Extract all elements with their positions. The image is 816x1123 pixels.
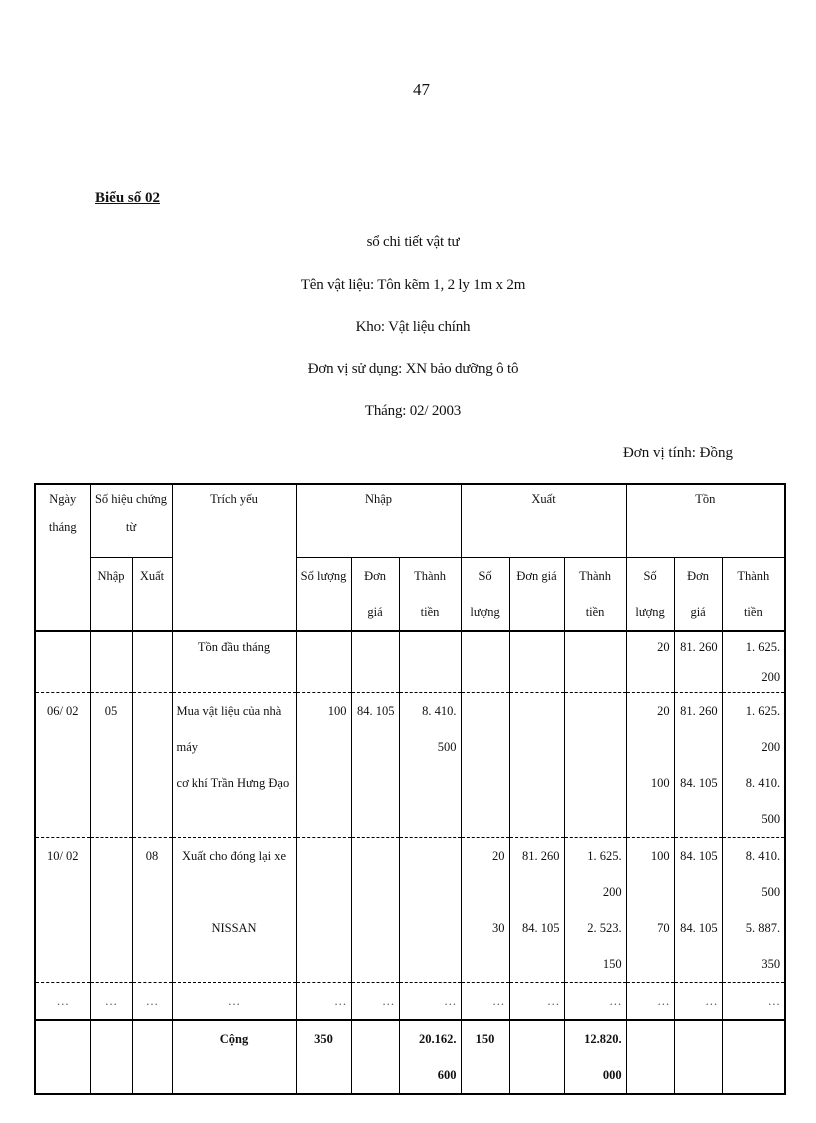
header-out: Xuất	[461, 484, 626, 558]
table-row-total	[35, 1020, 785, 1057]
total-in-qty: 350	[296, 1020, 351, 1057]
header-in: Nhập	[296, 484, 461, 558]
opening-bal-price: 81. 260	[674, 631, 722, 693]
entry2-out1-amount: 1. 625. 200	[564, 838, 626, 911]
ellipsis-cell: …	[296, 983, 351, 1021]
entry1-date: 06/ 02	[35, 693, 90, 766]
header-voucher: Số hiệu chứng từ	[90, 484, 172, 558]
entry1-bal1-qty: 20	[626, 693, 674, 766]
total-in-amount: 20.162.	[399, 1020, 461, 1057]
header-out-price: Đơn giá	[509, 558, 564, 632]
entry2-out2-amount: 2. 523. 150	[564, 910, 626, 983]
entry1-in-price: 84. 105	[351, 693, 399, 766]
period-month: Tháng: 02/ 2003	[364, 403, 462, 419]
table-header-row	[35, 484, 785, 558]
ellipsis-cell: …	[132, 983, 172, 1021]
ellipsis-cell: …	[351, 983, 399, 1021]
entry1-bal2-amount: 8. 410. 500	[722, 765, 785, 838]
ellipsis-cell: …	[564, 983, 626, 1021]
opening-bal-qty: 20	[626, 631, 674, 693]
entry1-desc-line2: cơ khí Trần Hưng Đạo	[172, 765, 296, 838]
entry2-out1-qty: 20	[461, 838, 509, 911]
entry1-bal2-qty: 100	[626, 765, 674, 838]
header-balance: Tồn	[626, 484, 785, 558]
entry2-bal1-amount: 8. 410. 500	[722, 838, 785, 911]
entry2-out2-qty: 30	[461, 910, 509, 983]
entry1-desc-line1: Mua vật liệu của nhà máy	[172, 693, 296, 766]
total-out-qty: 150	[461, 1020, 509, 1057]
entry2-date: 10/ 02	[35, 838, 90, 911]
header-bal-qty: Số lượng	[626, 558, 674, 632]
header-in-amount: Thành tiền	[399, 558, 461, 632]
header-bal-amount: Thành tiền	[722, 558, 785, 632]
entry2-desc-line1: Xuất cho đóng lại xe	[172, 838, 296, 911]
header-out-amount: Thành tiền	[564, 558, 626, 632]
opening-bal-amount: 1. 625. 200	[722, 631, 785, 693]
ellipsis-cell: …	[722, 983, 785, 1021]
header-in-qty: Số lượng	[296, 558, 351, 632]
ellipsis-cell: …	[461, 983, 509, 1021]
table-row-entry1-cont	[35, 765, 785, 838]
entry2-desc-line2: NISSAN	[172, 910, 296, 983]
entry1-bal2-price: 84. 105	[674, 765, 722, 838]
header-description: Trích yếu	[172, 484, 296, 631]
ellipsis-cell: …	[509, 983, 564, 1021]
entry2-out1-price: 81. 260	[509, 838, 564, 911]
ellipsis-cell: …	[399, 983, 461, 1021]
table-row-opening	[35, 631, 785, 693]
header-voucher-in: Nhập	[90, 558, 132, 632]
header-in-price: Đơn giá	[351, 558, 399, 632]
total-out-amount-cont: 000	[564, 1057, 626, 1094]
entry1-bal1-amount: 1. 625. 200	[722, 693, 785, 766]
header-out-qty: Số lượng	[461, 558, 509, 632]
form-label: Biểu số 02	[95, 190, 161, 206]
entry1-in-qty: 100	[296, 693, 351, 766]
currency-unit-note: Đơn vị tính: Đồng	[622, 445, 733, 461]
table-row-entry2	[35, 838, 785, 911]
table-row-entry1	[35, 693, 785, 766]
ledger-title: sổ chi tiết vật tư	[366, 234, 460, 250]
entry2-bal2-amount: 5. 887. 350	[722, 910, 785, 983]
total-label: Cộng	[172, 1020, 296, 1057]
table-subheader-row	[35, 558, 785, 632]
opening-label: Tồn đầu tháng	[172, 631, 296, 693]
total-out-amount: 12.820.	[564, 1020, 626, 1057]
header-bal-price: Đơn giá	[674, 558, 722, 632]
table-row-entry2-cont	[35, 910, 785, 983]
table-row-ellipsis	[35, 983, 785, 1021]
entry2-bal1-price: 84. 105	[674, 838, 722, 911]
entry2-bal2-price: 84. 105	[674, 910, 722, 983]
entry2-bal1-qty: 100	[626, 838, 674, 911]
ellipsis-cell: …	[90, 983, 132, 1021]
material-ledger-table	[34, 483, 786, 1095]
table-row-total-cont	[35, 1057, 785, 1094]
total-in-amount-cont: 600	[399, 1057, 461, 1094]
entry1-voucher-in: 05	[90, 693, 132, 766]
header-date: Ngày tháng	[35, 484, 90, 631]
entry2-out2-price: 84. 105	[509, 910, 564, 983]
entry2-voucher-out: 08	[132, 838, 172, 911]
entry2-bal2-qty: 70	[626, 910, 674, 983]
ellipsis-cell: …	[674, 983, 722, 1021]
warehouse-name: Kho: Vật liệu chính	[355, 319, 471, 335]
ellipsis-cell: …	[35, 983, 90, 1021]
using-unit: Đơn vị sử dụng: XN bảo dưỡng ô tô	[307, 361, 519, 377]
page-number: 47	[413, 80, 430, 99]
material-name: Tên vật liệu: Tôn kẽm 1, 2 ly 1m x 2m	[300, 277, 526, 293]
ellipsis-cell: …	[172, 983, 296, 1021]
entry1-in-amount: 8. 410. 500	[399, 693, 461, 766]
header-voucher-out: Xuất	[132, 558, 172, 632]
entry1-bal1-price: 81. 260	[674, 693, 722, 766]
ellipsis-cell: …	[626, 983, 674, 1021]
